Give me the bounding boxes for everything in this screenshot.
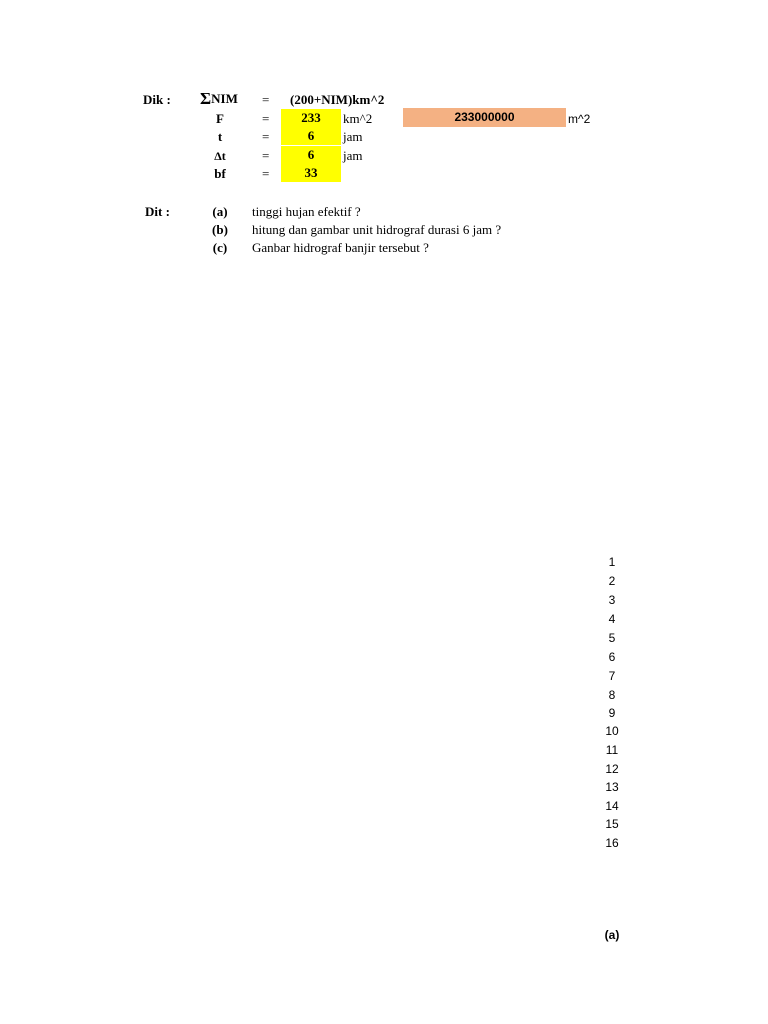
row-number: 7 <box>608 669 616 683</box>
area-m2-unit: m^2 <box>568 112 591 126</box>
dit-marker-b: (b) <box>212 222 228 237</box>
section-label-a: (a) <box>604 928 620 942</box>
equals-sign: = <box>262 92 270 107</box>
dit-text-b: hitung dan gambar unit hidrograf durasi 6 jam ? <box>252 222 502 237</box>
f-label: F <box>216 111 224 126</box>
row-number: 10 <box>605 724 619 738</box>
dit-marker-a: (a) <box>212 204 228 219</box>
area-m2-cell[interactable]: 233000000 <box>403 108 566 127</box>
delta-t-value-cell[interactable]: 6 <box>281 146 341 164</box>
bf-label: bf <box>214 166 226 181</box>
f-value-cell[interactable]: 233 <box>281 109 341 127</box>
sum-nim-label <box>200 89 238 109</box>
row-number: 14 <box>605 799 619 813</box>
nim-formula: (200+NIM)km^2 <box>290 92 385 107</box>
equals-sign-bf: = <box>262 166 270 181</box>
equals-sign-f: = <box>262 111 270 126</box>
row-number: 1 <box>608 555 616 569</box>
t-unit: jam <box>343 129 363 144</box>
delta-t-label: Δt <box>214 149 226 163</box>
row-number: 12 <box>605 762 619 776</box>
row-number: 6 <box>608 650 616 664</box>
delta-t-unit: jam <box>343 148 363 163</box>
equals-sign-t: = <box>262 129 270 144</box>
row-number: 5 <box>608 631 616 645</box>
equals-sign-dt: = <box>262 148 270 163</box>
dit-label: Dit : <box>145 204 170 219</box>
f-unit: km^2 <box>343 111 373 126</box>
row-number: 8 <box>608 688 616 702</box>
sigma-symbol: Σ <box>200 89 212 108</box>
bf-value-cell[interactable]: 33 <box>281 164 341 182</box>
t-value-cell[interactable]: 6 <box>281 127 341 145</box>
dit-text-a: tinggi hujan efektif ? <box>252 204 361 219</box>
row-number: 3 <box>608 593 616 607</box>
dit-text-c: Ganbar hidrograf banjir tersebut ? <box>252 240 429 255</box>
dit-marker-c: (c) <box>212 240 228 255</box>
row-number: 2 <box>608 574 616 588</box>
row-number: 15 <box>605 817 619 831</box>
row-number: 11 <box>605 743 619 757</box>
nim-label: NIM <box>211 91 238 106</box>
row-number: 9 <box>608 706 616 720</box>
t-label: t <box>217 129 223 144</box>
dik-label: Dik : <box>143 92 171 107</box>
row-number: 13 <box>605 780 619 794</box>
row-number: 16 <box>605 836 619 850</box>
row-number: 4 <box>608 612 616 626</box>
